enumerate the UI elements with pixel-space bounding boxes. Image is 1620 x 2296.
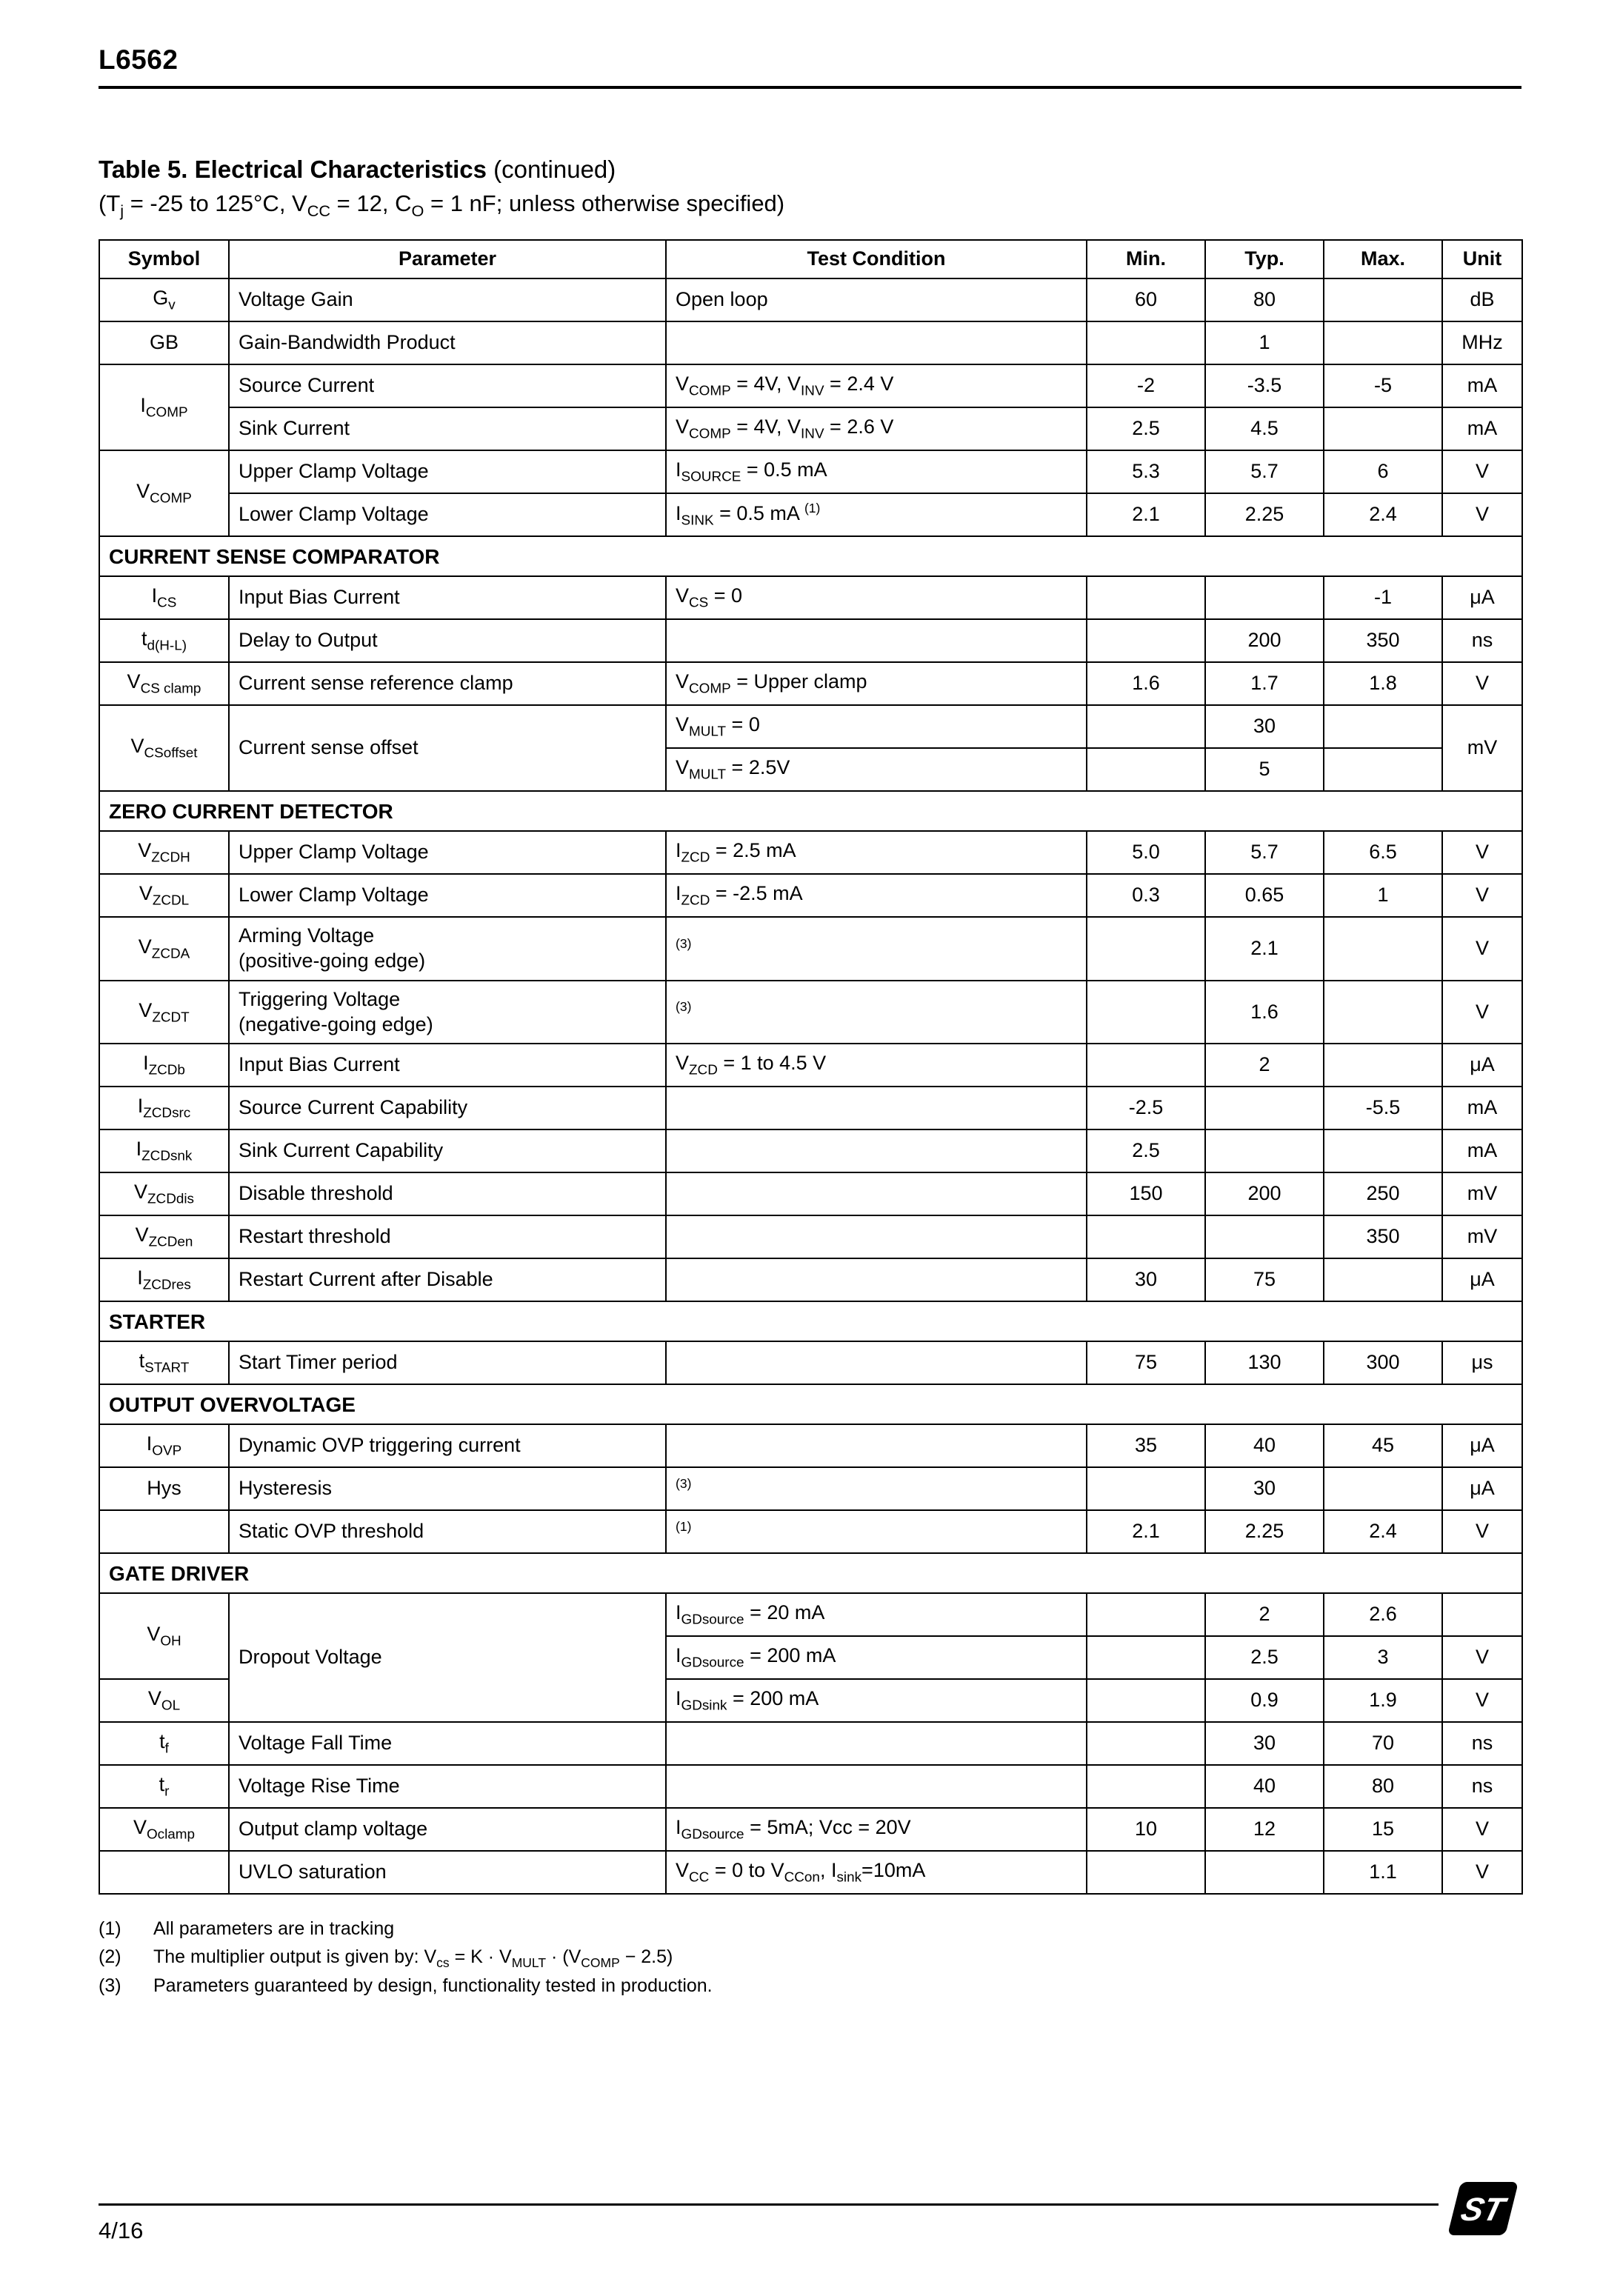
- footnote-text: The multiplier output is given by: $V_{cs} = K \cdot V_{MULT} \cdot (V_{COMP} - 2.5)$: [153, 1946, 673, 1970]
- table-cell: $I_{GDsource} = 200$ mA: [666, 1636, 1087, 1679]
- table-row: [99, 831, 1522, 874]
- table-cell: 350: [1324, 1215, 1442, 1258]
- table-row: [99, 874, 1522, 917]
- table-cell: 300: [1324, 1341, 1442, 1384]
- table-cell: 6: [1324, 450, 1442, 493]
- table-cell: V: [1442, 874, 1522, 917]
- table-cell: 1: [1324, 874, 1442, 917]
- table-cell: -2: [1087, 364, 1205, 407]
- page-content: [99, 0, 1521, 2000]
- table-cell: [1324, 1467, 1442, 1510]
- table-row: [99, 1341, 1522, 1384]
- table-cell: 75: [1087, 1341, 1205, 1384]
- table-row: [99, 321, 1522, 364]
- table-cell: 12: [1205, 1808, 1324, 1851]
- table-cell: 1.7: [1205, 662, 1324, 705]
- table-cell: 2.25: [1205, 493, 1324, 536]
- table-cell: 2.4: [1324, 1510, 1442, 1553]
- table-cell: [1087, 321, 1205, 364]
- table-row: [99, 493, 1522, 536]
- table-cell: $V_{ZCDL}$: [99, 874, 229, 917]
- table-cell: [666, 1258, 1087, 1301]
- table-row: [99, 1215, 1522, 1258]
- table-cell: [1087, 1636, 1205, 1679]
- table-cell: [1205, 1087, 1324, 1129]
- table-cell: 1.6: [1205, 981, 1324, 1044]
- table-cell: V: [1442, 1851, 1522, 1894]
- table-cell: -1: [1324, 576, 1442, 619]
- table-cell: $t_r$: [99, 1765, 229, 1808]
- table-cell: Upper Clamp Voltage: [229, 831, 666, 874]
- table-cell: 40: [1205, 1765, 1324, 1808]
- table-cell: 5.0: [1087, 831, 1205, 874]
- table-cell: V: [1442, 493, 1522, 536]
- document-number: L6562: [99, 44, 179, 75]
- table-cell: [666, 1087, 1087, 1129]
- table-cell: $I_{ZCD} = 2.5$ mA: [666, 831, 1087, 874]
- table-cell: 130: [1205, 1341, 1324, 1384]
- table-row: [99, 576, 1522, 619]
- table-cell: $V_{CSoffset}$: [99, 705, 229, 791]
- section-title: STARTER: [99, 1301, 1522, 1341]
- table-cell: [666, 1722, 1087, 1765]
- table-cell: dB: [1442, 278, 1522, 321]
- column-header: Typ.: [1205, 240, 1324, 278]
- footnote-text: Parameters guaranteed by design, functionality tested in production.: [153, 1975, 713, 1997]
- table-cell: $I_{GDsource} = 5mA$; Vcc = 20V: [666, 1808, 1087, 1851]
- table-cell: $I_{ZCD} = -2.5$ mA: [666, 874, 1087, 917]
- table-cell: μA: [1442, 576, 1522, 619]
- page-footer: [99, 2192, 1521, 2244]
- table-row: [99, 1510, 1522, 1553]
- column-header: Parameter: [229, 240, 666, 278]
- table-cell: [1087, 1593, 1205, 1636]
- table-cell: 30: [1087, 1258, 1205, 1301]
- table-cell: V: [1442, 1679, 1522, 1722]
- table-cell: $I_{ZCDsnk}$: [99, 1129, 229, 1172]
- table-cell: 1.9: [1324, 1679, 1442, 1722]
- table-row: [99, 917, 1522, 981]
- footnote: [99, 1972, 1521, 2000]
- table-cell: 3: [1324, 1636, 1442, 1679]
- table-cell: V: [1442, 1808, 1522, 1851]
- table-cell: $V_{ZCD} = 1$ to 4.5 V: [666, 1044, 1087, 1087]
- table-cell: 6.5: [1324, 831, 1442, 874]
- table-cell: 2.6: [1324, 1593, 1442, 1636]
- table-cell: ns: [1442, 619, 1522, 662]
- table-cell: 30: [1205, 1722, 1324, 1765]
- table-cell: Dynamic OVP triggering current: [229, 1424, 666, 1467]
- table-cell: 200: [1205, 619, 1324, 662]
- table-cell: V: [1442, 662, 1522, 705]
- table-cell: [1324, 407, 1442, 450]
- table-cell: (3): [666, 917, 1087, 981]
- table-cell: [99, 1510, 229, 1553]
- table-cell: [1324, 321, 1442, 364]
- table-cell: [1087, 748, 1205, 791]
- table-cell: $I_{ZCDsrc}$: [99, 1087, 229, 1129]
- table-row: [99, 662, 1522, 705]
- table-cell: $V_{COMP} = 4V$, $V_{INV} = 2.6$ V: [666, 407, 1087, 450]
- electrical-characteristics-table: [99, 239, 1523, 1895]
- table-cell: $V_{MULT} = 0$: [666, 705, 1087, 748]
- table-cell: [1087, 1215, 1205, 1258]
- table-cell: Voltage Fall Time: [229, 1722, 666, 1765]
- table-row: [99, 1808, 1522, 1851]
- table-cell: μA: [1442, 1424, 1522, 1467]
- table-cell: 15: [1324, 1808, 1442, 1851]
- table-cell: Upper Clamp Voltage: [229, 450, 666, 493]
- table-cell: [1087, 576, 1205, 619]
- table-cell: [1087, 619, 1205, 662]
- table-cell: $I_{OVP}$: [99, 1424, 229, 1467]
- section-row: [99, 1384, 1522, 1424]
- table-cell: -3.5: [1205, 364, 1324, 407]
- table-cell: Start Timer period: [229, 1341, 666, 1384]
- table-cell: [1324, 917, 1442, 981]
- table-row: [99, 1258, 1522, 1301]
- table-cell: V: [1442, 917, 1522, 981]
- table-cell: Hys: [99, 1467, 229, 1510]
- table-cell: [1087, 705, 1205, 748]
- table-cell: 1: [1205, 321, 1324, 364]
- table-cell: V: [1442, 450, 1522, 493]
- table-cell: [1087, 1722, 1205, 1765]
- table-cell: μs: [1442, 1341, 1522, 1384]
- table-row: [99, 1851, 1522, 1894]
- table-cell: -2.5: [1087, 1087, 1205, 1129]
- table-cell: UVLO saturation: [229, 1851, 666, 1894]
- table-cell: [1205, 1129, 1324, 1172]
- table-cell: $I_{SINK} = 0.5$ mA $^{(1)}$: [666, 493, 1087, 536]
- column-header: Symbol: [99, 240, 229, 278]
- table-cell: Delay to Output: [229, 619, 666, 662]
- table-cell: 35: [1087, 1424, 1205, 1467]
- table-cell: (3): [666, 1467, 1087, 1510]
- table-cell: μA: [1442, 1258, 1522, 1301]
- footnote: [99, 1915, 1521, 1943]
- table-cell: Dropout Voltage: [229, 1593, 666, 1722]
- table-cell: 10: [1087, 1808, 1205, 1851]
- table-cell: Static OVP threshold: [229, 1510, 666, 1553]
- table-cell: [1087, 1467, 1205, 1510]
- table-cell: $V_{CS clamp}$: [99, 662, 229, 705]
- table-cell: $G_v$: [99, 278, 229, 321]
- table-cell: [666, 1341, 1087, 1384]
- table-cell: V: [1442, 831, 1522, 874]
- table-cell: Gain-Bandwidth Product: [229, 321, 666, 364]
- table-cell: 1.1: [1324, 1851, 1442, 1894]
- table-cell: -5.5: [1324, 1087, 1442, 1129]
- table-cell: 4.5: [1205, 407, 1324, 450]
- table-cell: Sink Current Capability: [229, 1129, 666, 1172]
- table-title-main: Table 5. Electrical Characteristics: [99, 156, 487, 183]
- section-row: [99, 791, 1522, 831]
- table-cell: V: [1442, 981, 1522, 1044]
- table-cell: 40: [1205, 1424, 1324, 1467]
- table-cell: $V_{Oclamp}$: [99, 1808, 229, 1851]
- table-cell: [99, 1851, 229, 1894]
- table-cell: 5.7: [1205, 450, 1324, 493]
- column-header: Max.: [1324, 240, 1442, 278]
- svg-text:ST: ST: [1457, 2192, 1508, 2228]
- table-cell: 0.9: [1205, 1679, 1324, 1722]
- table-row: [99, 1129, 1522, 1172]
- table-cell: 350: [1324, 619, 1442, 662]
- document-header: [99, 0, 1521, 89]
- table-cell: ns: [1442, 1722, 1522, 1765]
- table-cell: 30: [1205, 1467, 1324, 1510]
- table-cell: [1205, 1851, 1324, 1894]
- table-cell: $V_{OL}$: [99, 1679, 229, 1722]
- table-row: [99, 1087, 1522, 1129]
- table-cell: $V_{COMP}$: [99, 450, 229, 536]
- table-cell: 5.3: [1087, 450, 1205, 493]
- table-cell: 2.4: [1324, 493, 1442, 536]
- table-cell: 0.3: [1087, 874, 1205, 917]
- table-cell: [1324, 1258, 1442, 1301]
- table-cell: $I_{GDsource} = 20$ mA: [666, 1593, 1087, 1636]
- table-cell: Voltage Rise Time: [229, 1765, 666, 1808]
- table-cell: $V_{ZCDen}$: [99, 1215, 229, 1258]
- table-cell: mA: [1442, 1129, 1522, 1172]
- table-cell: Triggering Voltage (negative-going edge): [229, 981, 666, 1044]
- header-row: [99, 240, 1522, 278]
- table-row: [99, 1593, 1522, 1636]
- table-cell: [1087, 1765, 1205, 1808]
- table-cell: 5.7: [1205, 831, 1324, 874]
- table-cell: 2: [1205, 1593, 1324, 1636]
- table-cell: V: [1442, 1510, 1522, 1553]
- column-header: Test Condition: [666, 240, 1087, 278]
- table-cell: Arming Voltage (positive-going edge): [229, 917, 666, 981]
- table-cell: $V_{ZCDA}$: [99, 917, 229, 981]
- st-logo-icon: [1447, 2180, 1521, 2237]
- table-cell: Disable threshold: [229, 1172, 666, 1215]
- table-cell: Output clamp voltage: [229, 1808, 666, 1851]
- table-cell: [666, 1424, 1087, 1467]
- table-cell: [666, 1215, 1087, 1258]
- table-cell: μA: [1442, 1044, 1522, 1087]
- table-cell: Source Current: [229, 364, 666, 407]
- table-cell: $V_{OH}$: [99, 1593, 229, 1679]
- table-cell: MHz: [1442, 321, 1522, 364]
- table-row: [99, 1044, 1522, 1087]
- table-cell: Input Bias Current: [229, 1044, 666, 1087]
- table-cell: 2: [1205, 1044, 1324, 1087]
- table-cell: (3): [666, 981, 1087, 1044]
- section-row: [99, 1553, 1522, 1593]
- table-cell: [1087, 1679, 1205, 1722]
- table-row: [99, 981, 1522, 1044]
- table-cell: 2.5: [1205, 1636, 1324, 1679]
- table-cell: [666, 1129, 1087, 1172]
- table-row: [99, 278, 1522, 321]
- table-cell: $I_{ZCDb}$: [99, 1044, 229, 1087]
- table-cell: mV: [1442, 705, 1522, 791]
- footnote-number: (2): [99, 1946, 121, 1967]
- table-cell: $V_{ZCDdis}$: [99, 1172, 229, 1215]
- footnote: [99, 1943, 1521, 1972]
- table-cell: [1324, 1129, 1442, 1172]
- section-title: GATE DRIVER: [99, 1553, 1522, 1593]
- table-cell: Current sense reference clamp: [229, 662, 666, 705]
- table-cell: $V_{MULT} = 2.5V$: [666, 748, 1087, 791]
- table-cell: $I_{ZCDres}$: [99, 1258, 229, 1301]
- table-cell: Lower Clamp Voltage: [229, 493, 666, 536]
- table-title-continued: (continued): [487, 156, 616, 183]
- table-cell: 200: [1205, 1172, 1324, 1215]
- table-cell: Hysteresis: [229, 1467, 666, 1510]
- table-cell: [1087, 917, 1205, 981]
- section-title: OUTPUT OVERVOLTAGE: [99, 1384, 1522, 1424]
- table-row: [99, 1172, 1522, 1215]
- table-cell: $I_{SOURCE} = 0.5$ mA: [666, 450, 1087, 493]
- table-cell: [1324, 278, 1442, 321]
- table-row: [99, 1424, 1522, 1467]
- table-cell: [1205, 576, 1324, 619]
- table-cell: 250: [1324, 1172, 1442, 1215]
- table-cell: 1.8: [1324, 662, 1442, 705]
- table-cell: (1): [666, 1510, 1087, 1553]
- table-cell: 0.65: [1205, 874, 1324, 917]
- table-cell: mV: [1442, 1172, 1522, 1215]
- table-cell: μA: [1442, 1467, 1522, 1510]
- table-cell: [1442, 1593, 1522, 1636]
- table-cell: [1087, 981, 1205, 1044]
- table-cell: 30: [1205, 705, 1324, 748]
- table-cell: 45: [1324, 1424, 1442, 1467]
- section-row: [99, 1301, 1522, 1341]
- table-cell: [1324, 748, 1442, 791]
- table-cell: 80: [1205, 278, 1324, 321]
- table-cell: 2.1: [1205, 917, 1324, 981]
- page-number: 4/16: [99, 2217, 144, 2243]
- table-cell: 1.6: [1087, 662, 1205, 705]
- table-cell: V: [1442, 1636, 1522, 1679]
- table-cell: [1087, 1044, 1205, 1087]
- table-cell: $t_{d(H-L)}$: [99, 619, 229, 662]
- table-cell: 70: [1324, 1722, 1442, 1765]
- section-title: CURRENT SENSE COMPARATOR: [99, 536, 1522, 576]
- section-row: [99, 536, 1522, 576]
- table-row: [99, 450, 1522, 493]
- footnotes: [99, 1915, 1521, 2000]
- table-cell: [666, 1172, 1087, 1215]
- table-cell: [666, 1765, 1087, 1808]
- table-cell: GB: [99, 321, 229, 364]
- footnote-number: (3): [99, 1975, 121, 1997]
- table-cell: 150: [1087, 1172, 1205, 1215]
- table-cell: Source Current Capability: [229, 1087, 666, 1129]
- table-cell: $I_{CS}$: [99, 576, 229, 619]
- table-row: [99, 1722, 1522, 1765]
- table-cell: $V_{CC} = 0$ to $V_{CCon}$, $I_{sink}=10mA$: [666, 1851, 1087, 1894]
- table-title: [99, 154, 1521, 186]
- table-cell: [1324, 1044, 1442, 1087]
- table-row: [99, 364, 1522, 407]
- table-cell: Open loop: [666, 278, 1087, 321]
- table-cell: [666, 321, 1087, 364]
- table-cell: $t_f$: [99, 1722, 229, 1765]
- table-row: [99, 1467, 1522, 1510]
- table-cell: 2.1: [1087, 493, 1205, 536]
- table-cell: 80: [1324, 1765, 1442, 1808]
- table-cell: 2.5: [1087, 1129, 1205, 1172]
- table-cell: Input Bias Current: [229, 576, 666, 619]
- table-cell: [1205, 1215, 1324, 1258]
- table-cell: mA: [1442, 407, 1522, 450]
- table-cell: 2.5: [1087, 407, 1205, 450]
- table-cell: mA: [1442, 364, 1522, 407]
- table-cell: [1324, 981, 1442, 1044]
- table-cell: $V_{COMP} = 4V$, $V_{INV} = 2.4$ V: [666, 364, 1087, 407]
- column-header: Min.: [1087, 240, 1205, 278]
- st-logo: [1439, 2180, 1521, 2237]
- table-cell: Restart Current after Disable: [229, 1258, 666, 1301]
- table-cell: [1324, 705, 1442, 748]
- table-cell: $I_{COMP}$: [99, 364, 229, 450]
- table-cell: 2.1: [1087, 1510, 1205, 1553]
- test-conditions-line: ($T_j = -25$ to 125°C, $V_{CC} = 12$, $C_O = 1$ nF; unless otherwise specified): [99, 190, 785, 221]
- table-cell: -5: [1324, 364, 1442, 407]
- table-cell: [666, 619, 1087, 662]
- table-body: [99, 278, 1522, 1894]
- table-cell: ns: [1442, 1765, 1522, 1808]
- table-cell: $V_{ZCDH}$: [99, 831, 229, 874]
- table-cell: 75: [1205, 1258, 1324, 1301]
- footnote-number: (1): [99, 1918, 121, 1940]
- table-cell: Restart threshold: [229, 1215, 666, 1258]
- table-row: [99, 407, 1522, 450]
- table-cell: $V_{ZCDT}$: [99, 981, 229, 1044]
- footnote-text: All parameters are in tracking: [153, 1918, 395, 1940]
- table-cell: mA: [1442, 1087, 1522, 1129]
- table-cell: $I_{GDsink} = 200$ mA: [666, 1679, 1087, 1722]
- table-cell: $V_{COMP}$ = Upper clamp: [666, 662, 1087, 705]
- table-cell: [1087, 1851, 1205, 1894]
- table-cell: Voltage Gain: [229, 278, 666, 321]
- table-cell: Sink Current: [229, 407, 666, 450]
- table-head: [99, 240, 1522, 278]
- section-title: ZERO CURRENT DETECTOR: [99, 791, 1522, 831]
- table-cell: $V_{CS} = 0$: [666, 576, 1087, 619]
- table-cell: 5: [1205, 748, 1324, 791]
- column-header: Unit: [1442, 240, 1522, 278]
- table-row: [99, 619, 1522, 662]
- table-cell: Lower Clamp Voltage: [229, 874, 666, 917]
- table-row: [99, 705, 1522, 748]
- table-cell: mV: [1442, 1215, 1522, 1258]
- table-cell: Current sense offset: [229, 705, 666, 791]
- table-row: [99, 1765, 1522, 1808]
- table-cell: $t_{START}$: [99, 1341, 229, 1384]
- table-cell: 60: [1087, 278, 1205, 321]
- table-cell: 2.25: [1205, 1510, 1324, 1553]
